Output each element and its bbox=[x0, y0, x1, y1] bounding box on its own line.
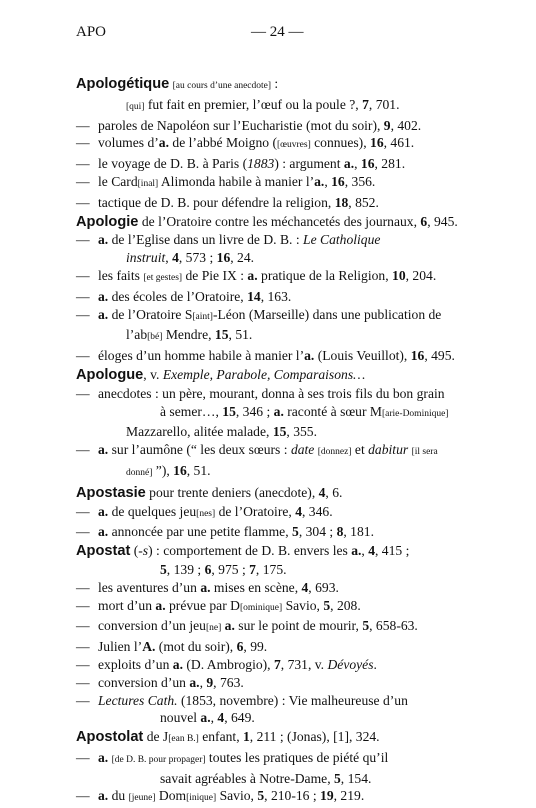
bracket-note: [ean B.] bbox=[168, 734, 199, 745]
subentry-line bbox=[76, 231, 486, 249]
volume-ref: 8 bbox=[336, 524, 344, 540]
page-number: — 24 — bbox=[251, 24, 304, 40]
text-run: nouvel bbox=[160, 710, 201, 726]
volume-ref: 10 bbox=[392, 267, 406, 283]
bracket-note: [donnez] bbox=[317, 447, 352, 458]
continuation-line bbox=[76, 96, 486, 117]
text-run: Savio, bbox=[282, 597, 324, 613]
bracket-note: [jeune] bbox=[128, 793, 156, 804]
text-run: , 693. bbox=[308, 579, 339, 595]
volume-ref: 7 bbox=[273, 656, 281, 672]
volume-ref: 6 bbox=[236, 639, 244, 655]
entry-line bbox=[76, 213, 486, 232]
subentry-line bbox=[76, 617, 486, 638]
text-run: de Pie IX : bbox=[182, 267, 248, 283]
text-run: mises en scène, bbox=[210, 579, 302, 595]
volume-ref: 4 bbox=[301, 579, 309, 595]
entry-line bbox=[76, 728, 486, 749]
bracket-note: donné] bbox=[126, 467, 153, 478]
subentry-line bbox=[76, 523, 486, 541]
text-run: le Card bbox=[98, 173, 138, 189]
subentry-line bbox=[76, 347, 486, 365]
entry-line bbox=[76, 366, 486, 385]
subentry-line bbox=[76, 579, 486, 597]
volume-ref: a. bbox=[314, 173, 325, 189]
subentry-line bbox=[76, 503, 486, 524]
italic-text: Exemple, Parabole, Comparaisons… bbox=[162, 366, 366, 382]
text-run: , 181. bbox=[343, 524, 374, 540]
text-run: , 211 ; (Jonas), bbox=[249, 729, 334, 745]
page-header bbox=[76, 24, 466, 44]
text-run: et bbox=[351, 442, 369, 458]
volume-ref: 4 bbox=[295, 503, 302, 519]
text-run: (mot du soir), bbox=[155, 639, 237, 655]
text-run: , 324. bbox=[348, 729, 380, 745]
volume-ref: 4 bbox=[368, 543, 375, 559]
volume-ref: 16 bbox=[370, 135, 384, 151]
bracket-note: [ominique] bbox=[239, 602, 283, 613]
text-run: , 356. bbox=[344, 173, 376, 189]
subentry-dash: — bbox=[76, 288, 90, 304]
continuation-line bbox=[76, 403, 486, 424]
subentry-dash: — bbox=[76, 656, 90, 672]
subentry-dash: — bbox=[76, 156, 90, 172]
subentry-line bbox=[76, 441, 486, 462]
italic-text: Le Catholique bbox=[303, 232, 381, 248]
text-run: enfant, bbox=[198, 729, 243, 745]
text-run: , 402. bbox=[390, 117, 422, 133]
text-run: . bbox=[373, 656, 377, 672]
subentry-dash: — bbox=[76, 173, 90, 189]
subentry-line bbox=[76, 155, 486, 173]
volume-ref: 16 bbox=[173, 462, 187, 478]
subentry-dash: — bbox=[76, 639, 90, 655]
volume-ref: 16 bbox=[360, 156, 375, 172]
text-run: Dom bbox=[155, 788, 187, 804]
subentry-dash: — bbox=[76, 692, 90, 708]
italic-text: 1883 bbox=[247, 156, 275, 172]
subentry-line bbox=[76, 267, 486, 288]
volume-ref: 5 bbox=[292, 524, 299, 540]
volume-ref: a. bbox=[98, 288, 109, 304]
subentry-dash: — bbox=[76, 788, 90, 804]
italic-text: instruit bbox=[126, 250, 166, 266]
text-run: ) : comportement de D. B. envers les bbox=[148, 543, 352, 559]
volume-ref: a. bbox=[98, 306, 109, 322]
text-run: (1853, novembre) : Vie malheureuse d’un bbox=[177, 692, 408, 708]
volume-ref: a. bbox=[200, 579, 211, 595]
text-run: , bbox=[210, 710, 218, 726]
text-run: volumes d’ bbox=[98, 135, 159, 151]
text-run: , 208. bbox=[330, 597, 361, 613]
text-run: , 51. bbox=[186, 462, 211, 478]
text-run: sur le point de mourir, bbox=[234, 618, 363, 634]
volume-ref: a. bbox=[343, 156, 355, 172]
subentry-dash: — bbox=[76, 442, 90, 458]
text-run: ( bbox=[130, 543, 139, 559]
subentry-dash: — bbox=[76, 749, 90, 765]
volume-ref: 14 bbox=[247, 288, 261, 304]
text-run: paroles de Napoléon sur l’Eucharistie (mot du soir), bbox=[98, 117, 384, 133]
text-run: pour trente deniers (anecdote), bbox=[145, 484, 319, 500]
subentry-dash: — bbox=[76, 618, 90, 634]
text-run: fut fait en premier, l’œuf ou la poule ?, bbox=[144, 96, 363, 112]
bracket-note: [aint] bbox=[192, 311, 213, 322]
continuation-line bbox=[76, 249, 486, 267]
bracket-note: [qui] bbox=[126, 101, 145, 112]
text-run: , 461. bbox=[383, 135, 415, 151]
subentry-dash: — bbox=[76, 232, 90, 248]
volume-ref: 5 bbox=[160, 561, 167, 577]
text-run: Mazzarello, alitée malade, bbox=[126, 424, 273, 440]
volume-ref: 6 bbox=[204, 561, 212, 577]
italic-text: Dévoyés bbox=[327, 656, 374, 672]
subentry-line bbox=[76, 306, 486, 327]
subentry-dash: — bbox=[76, 135, 90, 151]
text-run: les aventures d’un bbox=[98, 579, 201, 595]
italic-text: dabitur bbox=[368, 442, 409, 458]
italic-text: Lectures Cath. bbox=[98, 692, 178, 708]
text-run: ”), bbox=[152, 462, 174, 478]
text-run: connues), bbox=[310, 135, 371, 151]
continuation-line bbox=[76, 462, 486, 483]
bracket-note: [ne] bbox=[205, 623, 222, 634]
bracket-note: [au cours d’une anecdote] bbox=[172, 81, 272, 91]
text-run: éloges d’un homme habile à manier l’ bbox=[98, 348, 305, 364]
bracket-note: [arie-Dominique] bbox=[382, 408, 449, 419]
volume-ref: a. bbox=[247, 267, 258, 283]
text-run: , 731, v. bbox=[280, 656, 328, 672]
text-run: de J bbox=[143, 729, 169, 745]
text-run: , bbox=[361, 543, 369, 559]
text-run: , 24. bbox=[230, 250, 255, 266]
text-run: à semer…, bbox=[160, 403, 223, 419]
volume-ref: 5 bbox=[323, 597, 331, 613]
italic-text: -s bbox=[138, 543, 149, 559]
subentry-line bbox=[76, 288, 486, 306]
text-run: l’ab bbox=[126, 327, 148, 343]
volume-ref: 9 bbox=[383, 117, 391, 133]
volume-ref: 15 bbox=[214, 327, 229, 343]
volume-ref: a. bbox=[304, 348, 315, 364]
volume-ref: a. bbox=[172, 656, 183, 672]
bracket-note: [de D. B. pour propager] bbox=[111, 754, 206, 765]
volume-ref: 19 bbox=[320, 788, 334, 804]
text-run: du bbox=[108, 788, 129, 804]
text-run: exploits d’un bbox=[98, 656, 173, 672]
text-run: , 355. bbox=[286, 424, 317, 440]
text-run: , 573 ; bbox=[178, 250, 217, 266]
text-run: , 346 ; bbox=[235, 403, 274, 419]
text-run: , 701. bbox=[368, 96, 400, 112]
bracket-note: [il sera bbox=[411, 447, 438, 458]
text-run: , 304 ; bbox=[298, 524, 337, 540]
subentry-line bbox=[76, 134, 486, 155]
subentry-line bbox=[76, 787, 486, 808]
bracket-note: [œuvres] bbox=[276, 140, 311, 151]
subentry-dash: — bbox=[76, 385, 90, 401]
continuation-line bbox=[76, 770, 486, 788]
subentry-line bbox=[76, 117, 486, 135]
text-run: , 415 ; bbox=[375, 543, 410, 559]
bracket-note: [inique] bbox=[186, 793, 217, 804]
text-run: mort d’un bbox=[98, 597, 156, 613]
text-run: , 175. bbox=[255, 561, 287, 577]
text-run: savait agréables à Notre-Dame, bbox=[160, 770, 334, 786]
subentry-dash: — bbox=[76, 597, 90, 613]
volume-ref: a. bbox=[189, 674, 200, 690]
text-run: sur l’aumône (“ les deux sœurs : bbox=[108, 442, 291, 458]
subentry-line bbox=[76, 173, 486, 194]
text-run: , 763. bbox=[213, 674, 244, 690]
text-run: , 649. bbox=[224, 710, 255, 726]
text-run: , 219. bbox=[333, 788, 365, 804]
volume-ref: a. bbox=[200, 710, 211, 726]
subentry-line bbox=[76, 656, 486, 674]
subentry-line bbox=[76, 638, 486, 656]
text-run: de l’Eglise dans un livre de D. B. : bbox=[108, 232, 304, 248]
subentry-dash: — bbox=[76, 306, 90, 322]
volume-ref: 4 bbox=[217, 710, 225, 726]
volume-ref: a. bbox=[98, 442, 109, 458]
text-run: Mendre, bbox=[162, 327, 215, 343]
text-run: , 658-63. bbox=[369, 618, 418, 634]
volume-ref: 16 bbox=[216, 250, 231, 266]
volume-ref: a. bbox=[351, 543, 362, 559]
text-run: , 154. bbox=[340, 770, 372, 786]
text-run: , 852. bbox=[348, 194, 379, 210]
volume-ref: 7 bbox=[362, 96, 369, 112]
subentry-dash: — bbox=[76, 674, 90, 690]
text-run: ) : argument bbox=[274, 156, 344, 172]
continuation-line bbox=[76, 326, 486, 347]
text-run: [1] bbox=[333, 729, 349, 745]
volume-ref: A. bbox=[142, 639, 156, 655]
volume-ref: 4 bbox=[318, 484, 326, 500]
continuation-line bbox=[76, 423, 486, 441]
headword: Apostolat bbox=[76, 729, 144, 746]
text-run: , 281. bbox=[374, 156, 406, 172]
subentry-dash: — bbox=[76, 348, 90, 364]
continuation-line bbox=[76, 709, 486, 727]
text-run: conversion d’un jeu bbox=[98, 618, 206, 634]
text-run: Julien l’ bbox=[98, 639, 143, 655]
volume-ref: 4 bbox=[172, 250, 179, 266]
volume-ref: 16 bbox=[331, 173, 345, 189]
volume-ref: 6 bbox=[420, 213, 428, 229]
volume-ref: a. bbox=[98, 524, 109, 540]
text-run: , bbox=[165, 250, 173, 266]
volume-ref: 7 bbox=[249, 561, 256, 577]
text-run: , bbox=[199, 674, 207, 690]
text-run: de l’Oratoire, bbox=[215, 503, 296, 519]
volume-ref: a. bbox=[273, 403, 284, 419]
text-run: Savio, bbox=[216, 788, 258, 804]
text-run: Alimonda habile à manier l’ bbox=[158, 173, 315, 189]
text-run: , 139 ; bbox=[166, 561, 205, 577]
text-run: : bbox=[271, 76, 279, 91]
text-run: , v. bbox=[143, 366, 163, 382]
subentry-line bbox=[76, 692, 486, 710]
italic-text: date bbox=[290, 442, 315, 458]
volume-ref: 5 bbox=[257, 788, 265, 804]
text-run: des écoles de l’Oratoire, bbox=[108, 288, 248, 304]
text-run: , 346. bbox=[302, 503, 333, 519]
subentry-dash: — bbox=[76, 267, 90, 283]
continuation-line bbox=[76, 561, 486, 579]
volume-ref: a. bbox=[98, 503, 109, 519]
text-run: anecdotes : un père, mourant, donna à ses trois fils du bon grain bbox=[98, 385, 445, 401]
volume-ref: 9 bbox=[206, 674, 214, 690]
volume-ref: a. bbox=[224, 618, 235, 634]
volume-ref: a. bbox=[98, 749, 109, 765]
bracket-note: [nes] bbox=[196, 508, 216, 519]
text-run: les faits bbox=[98, 267, 144, 283]
headword: Apologue bbox=[76, 366, 144, 383]
headword: Apostasie bbox=[76, 484, 146, 501]
subentry-line bbox=[76, 597, 486, 618]
subentry-line bbox=[76, 674, 486, 692]
entry-line bbox=[76, 542, 486, 561]
text-run: , 945. bbox=[427, 213, 458, 229]
text-run: , bbox=[324, 173, 332, 189]
volume-ref: a. bbox=[158, 135, 169, 151]
text-run: (Louis Veuillot), bbox=[314, 348, 411, 364]
text-run: , 204. bbox=[405, 267, 437, 283]
text-run: , 6. bbox=[325, 484, 343, 500]
text-run: le voyage de D. B. à Paris ( bbox=[98, 156, 248, 172]
bracket-note: [et gestes] bbox=[143, 272, 183, 283]
bracket-note: [bé] bbox=[147, 332, 163, 343]
subentry-dash: — bbox=[76, 579, 90, 595]
subentry-line bbox=[76, 749, 486, 770]
entry-line bbox=[76, 75, 486, 96]
text-run: , 210-16 ; bbox=[264, 788, 321, 804]
subentry-dash: — bbox=[76, 194, 90, 210]
volume-ref: 18 bbox=[334, 194, 349, 210]
volume-ref: a. bbox=[98, 788, 109, 804]
volume-ref: 16 bbox=[410, 348, 425, 364]
volume-ref: 1 bbox=[243, 729, 250, 745]
text-run: toutes les pratiques de piété qu’il bbox=[205, 749, 389, 765]
text-run: de l’Oratoire S bbox=[108, 306, 193, 322]
entry-line bbox=[76, 484, 486, 503]
headword: Apologétique bbox=[76, 76, 170, 92]
volume-ref: 15 bbox=[222, 403, 236, 419]
text-run: raconté à sœur M bbox=[283, 403, 382, 419]
subentry-dash: — bbox=[76, 524, 90, 540]
text-run: , bbox=[354, 156, 361, 172]
volume-ref: a. bbox=[98, 232, 109, 248]
text-run: , 51. bbox=[228, 327, 253, 343]
bracket-note: [inal] bbox=[137, 178, 159, 189]
text-run: , 99. bbox=[243, 639, 268, 655]
text-run: tactique de D. B. pour défendre la religion, bbox=[98, 194, 335, 210]
text-run: , 495. bbox=[424, 348, 455, 364]
volume-ref: 5 bbox=[362, 618, 370, 634]
headword: Apologie bbox=[76, 213, 139, 230]
index-entries bbox=[76, 74, 486, 808]
text-run: de l’abbé Moigno ( bbox=[169, 135, 277, 151]
headword: Apostat bbox=[76, 543, 131, 560]
text-run: conversion d’un bbox=[98, 674, 190, 690]
text-run: (D. Ambrogio), bbox=[182, 656, 274, 672]
section-abbreviation: APO bbox=[76, 24, 107, 40]
subentry-line bbox=[76, 194, 486, 212]
text-run: , 975 ; bbox=[211, 561, 250, 577]
text-run: -Léon (Marseille) dans une publication de bbox=[212, 306, 442, 322]
subentry-dash: — bbox=[76, 503, 90, 519]
text-run: pratique de la Religion, bbox=[257, 267, 393, 283]
text-run: de quelques jeu bbox=[108, 503, 197, 519]
volume-ref: a. bbox=[155, 597, 166, 613]
text-run: de l’Oratoire contre les méchancetés des journaux, bbox=[138, 213, 421, 229]
volume-ref: 5 bbox=[334, 770, 341, 786]
volume-ref: 15 bbox=[272, 424, 287, 440]
subentry-line bbox=[76, 385, 486, 403]
subentry-dash: — bbox=[76, 117, 90, 133]
text-run: , 163. bbox=[260, 288, 292, 304]
text-run: prévue par D bbox=[165, 597, 240, 613]
text-run: annoncée par une petite flamme, bbox=[108, 524, 293, 540]
